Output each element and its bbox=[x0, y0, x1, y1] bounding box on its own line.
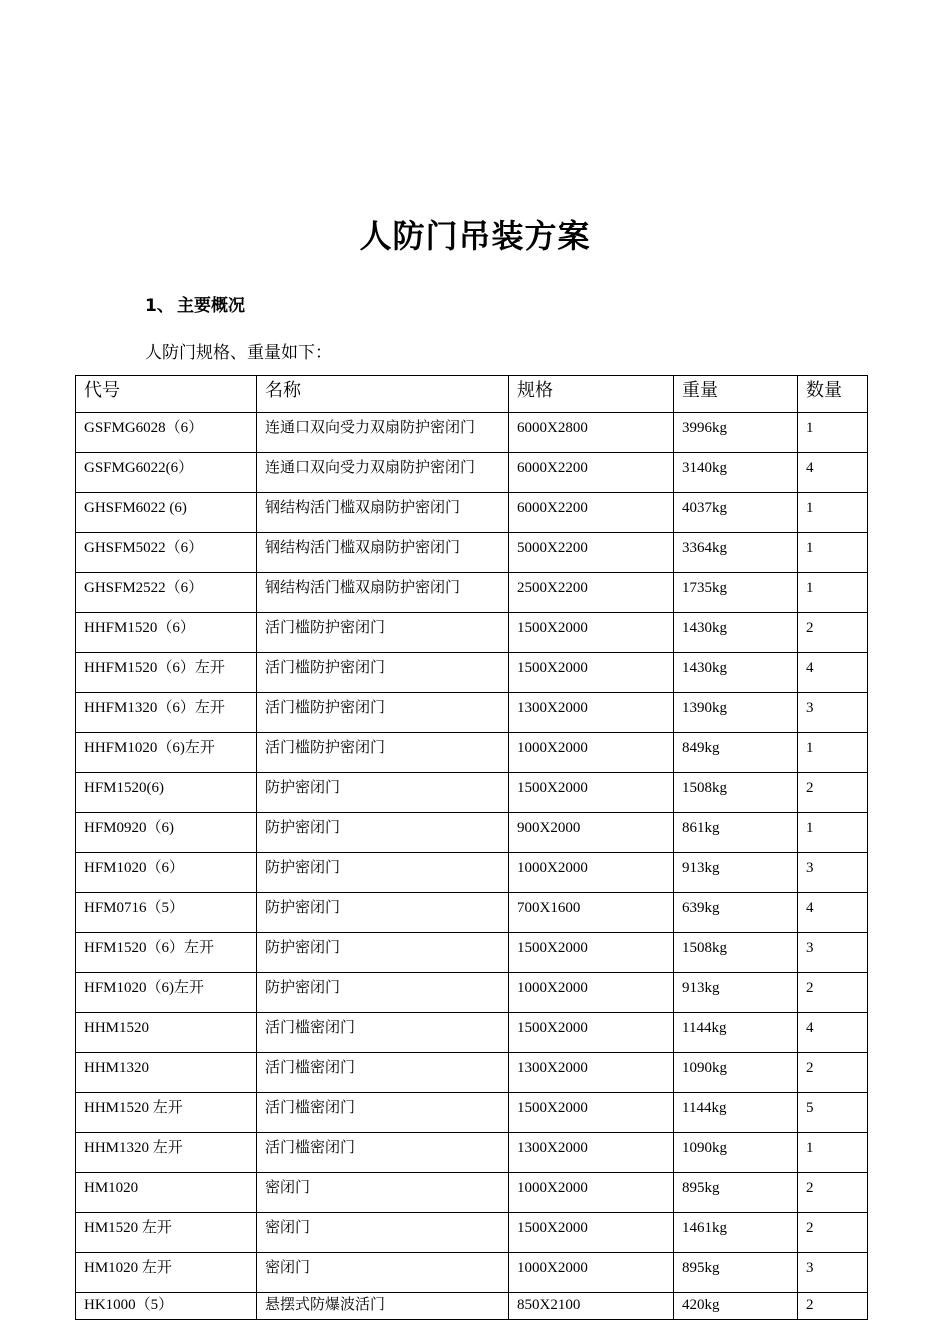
cell-name: 防护密闭门 bbox=[257, 973, 509, 1013]
cell-spec: 1500X2000 bbox=[509, 773, 674, 813]
cell-code: HM1020 bbox=[76, 1173, 257, 1213]
cell-spec: 2500X2200 bbox=[509, 573, 674, 613]
cell-weight: 895kg bbox=[674, 1253, 798, 1293]
cell-weight: 1508kg bbox=[674, 933, 798, 973]
cell-spec: 6000X2200 bbox=[509, 493, 674, 533]
cell-code: HHM1320 bbox=[76, 1053, 257, 1093]
cell-spec: 1500X2000 bbox=[509, 1013, 674, 1053]
cell-weight: 3364kg bbox=[674, 533, 798, 573]
cell-quantity: 1 bbox=[798, 733, 868, 773]
cell-code: HFM0716（5） bbox=[76, 893, 257, 933]
table-row bbox=[76, 493, 868, 533]
cell-name: 密闭门 bbox=[257, 1253, 509, 1293]
cell-weight: 1090kg bbox=[674, 1133, 798, 1173]
column-header-spec: 规格 bbox=[509, 376, 674, 413]
cell-quantity: 3 bbox=[798, 853, 868, 893]
table-row bbox=[76, 933, 868, 973]
door-spec-table bbox=[75, 375, 868, 1320]
cell-quantity: 4 bbox=[798, 453, 868, 493]
table-row bbox=[76, 1093, 868, 1133]
cell-name: 防护密闭门 bbox=[257, 773, 509, 813]
cell-code: HM1520 左开 bbox=[76, 1213, 257, 1253]
table-row bbox=[76, 413, 868, 453]
cell-name: 钢结构活门槛双扇防护密闭门 bbox=[257, 533, 509, 573]
table-row bbox=[76, 613, 868, 653]
cell-name: 密闭门 bbox=[257, 1173, 509, 1213]
cell-weight: 1430kg bbox=[674, 613, 798, 653]
cell-name: 活门槛密闭门 bbox=[257, 1053, 509, 1093]
cell-quantity: 1 bbox=[798, 493, 868, 533]
section-number: 1、 bbox=[145, 296, 174, 316]
table-row bbox=[76, 573, 868, 613]
cell-quantity: 1 bbox=[798, 573, 868, 613]
cell-spec: 1500X2000 bbox=[509, 933, 674, 973]
cell-name: 连通口双向受力双扇防护密闭门 bbox=[257, 453, 509, 493]
cell-name: 活门槛密闭门 bbox=[257, 1133, 509, 1173]
column-header-name: 名称 bbox=[257, 376, 509, 413]
cell-weight: 913kg bbox=[674, 853, 798, 893]
cell-weight: 1461kg bbox=[674, 1213, 798, 1253]
cell-quantity: 2 bbox=[798, 773, 868, 813]
cell-quantity: 1 bbox=[798, 533, 868, 573]
cell-name: 活门槛密闭门 bbox=[257, 1093, 509, 1133]
cell-quantity: 4 bbox=[798, 653, 868, 693]
cell-spec: 6000X2800 bbox=[509, 413, 674, 453]
cell-name: 悬摆式防爆波活门 bbox=[257, 1293, 509, 1320]
cell-spec: 900X2000 bbox=[509, 813, 674, 853]
cell-code: HFM1520(6) bbox=[76, 773, 257, 813]
table-row bbox=[76, 1173, 868, 1213]
cell-weight: 1735kg bbox=[674, 573, 798, 613]
cell-weight: 849kg bbox=[674, 733, 798, 773]
cell-weight: 420kg bbox=[674, 1293, 798, 1320]
cell-weight: 1508kg bbox=[674, 773, 798, 813]
table-body bbox=[76, 413, 868, 1320]
cell-code: HHM1520 bbox=[76, 1013, 257, 1053]
column-header-weight: 重量 bbox=[674, 376, 798, 413]
cell-code: GSFMG6028（6） bbox=[76, 413, 257, 453]
table-row bbox=[76, 1053, 868, 1093]
table-row bbox=[76, 813, 868, 853]
cell-code: HFM1020（6） bbox=[76, 853, 257, 893]
column-header-quantity: 数量 bbox=[798, 376, 868, 413]
table-row bbox=[76, 893, 868, 933]
cell-code: HFM1520（6）左开 bbox=[76, 933, 257, 973]
cell-quantity: 2 bbox=[798, 613, 868, 653]
cell-spec: 1500X2000 bbox=[509, 653, 674, 693]
cell-spec: 1300X2000 bbox=[509, 1133, 674, 1173]
table-row bbox=[76, 973, 868, 1013]
column-header-code: 代号 bbox=[76, 376, 257, 413]
cell-code: HHFM1320（6）左开 bbox=[76, 693, 257, 733]
cell-weight: 3140kg bbox=[674, 453, 798, 493]
cell-name: 钢结构活门槛双扇防护密闭门 bbox=[257, 493, 509, 533]
cell-spec: 700X1600 bbox=[509, 893, 674, 933]
cell-spec: 1300X2000 bbox=[509, 1053, 674, 1093]
cell-spec: 1000X2000 bbox=[509, 1253, 674, 1293]
cell-weight: 1090kg bbox=[674, 1053, 798, 1093]
cell-name: 防护密闭门 bbox=[257, 813, 509, 853]
table-row bbox=[76, 653, 868, 693]
cell-weight: 895kg bbox=[674, 1173, 798, 1213]
cell-spec: 1300X2000 bbox=[509, 693, 674, 733]
cell-code: HFM0920（6) bbox=[76, 813, 257, 853]
cell-spec: 5000X2200 bbox=[509, 533, 674, 573]
cell-quantity: 1 bbox=[798, 813, 868, 853]
cell-code: HHM1320 左开 bbox=[76, 1133, 257, 1173]
table-row bbox=[76, 1253, 868, 1293]
cell-spec: 1000X2000 bbox=[509, 733, 674, 773]
cell-code: HHFM1520（6）左开 bbox=[76, 653, 257, 693]
cell-code: GHSFM6022 (6) bbox=[76, 493, 257, 533]
cell-weight: 1144kg bbox=[674, 1093, 798, 1133]
table-row bbox=[76, 453, 868, 493]
cell-code: GHSFM2522（6） bbox=[76, 573, 257, 613]
cell-quantity: 2 bbox=[798, 1293, 868, 1320]
cell-code: GHSFM5022（6） bbox=[76, 533, 257, 573]
cell-code: GSFMG6022(6） bbox=[76, 453, 257, 493]
cell-spec: 850X2100 bbox=[509, 1293, 674, 1320]
cell-quantity: 2 bbox=[798, 1213, 868, 1253]
cell-name: 活门槛防护密闭门 bbox=[257, 613, 509, 653]
cell-name: 防护密闭门 bbox=[257, 893, 509, 933]
cell-weight: 913kg bbox=[674, 973, 798, 1013]
cell-weight: 861kg bbox=[674, 813, 798, 853]
cell-weight: 639kg bbox=[674, 893, 798, 933]
cell-quantity: 1 bbox=[798, 1133, 868, 1173]
cell-code: HHM1520 左开 bbox=[76, 1093, 257, 1133]
cell-spec: 1500X2000 bbox=[509, 1213, 674, 1253]
cell-name: 防护密闭门 bbox=[257, 933, 509, 973]
cell-spec: 1000X2000 bbox=[509, 1173, 674, 1213]
cell-code: HFM1020（6)左开 bbox=[76, 973, 257, 1013]
cell-quantity: 3 bbox=[798, 693, 868, 733]
cell-code: HHFM1020（6)左开 bbox=[76, 733, 257, 773]
table-row bbox=[76, 1213, 868, 1253]
cell-name: 防护密闭门 bbox=[257, 853, 509, 893]
cell-quantity: 2 bbox=[798, 1053, 868, 1093]
cell-name: 钢结构活门槛双扇防护密闭门 bbox=[257, 573, 509, 613]
cell-quantity: 2 bbox=[798, 1173, 868, 1213]
cell-quantity: 2 bbox=[798, 973, 868, 1013]
cell-name: 活门槛防护密闭门 bbox=[257, 693, 509, 733]
table-row bbox=[76, 733, 868, 773]
cell-weight: 1390kg bbox=[674, 693, 798, 733]
intro-paragraph: 人防门规格、重量如下： bbox=[145, 343, 332, 363]
cell-weight: 1144kg bbox=[674, 1013, 798, 1053]
cell-spec: 1500X2000 bbox=[509, 613, 674, 653]
table-row bbox=[76, 533, 868, 573]
cell-weight: 4037kg bbox=[674, 493, 798, 533]
document-title: 人防门吊装方案 bbox=[359, 217, 591, 255]
cell-quantity: 5 bbox=[798, 1093, 868, 1133]
cell-code: HK1000（5） bbox=[76, 1293, 257, 1320]
cell-spec: 1000X2000 bbox=[509, 973, 674, 1013]
cell-quantity: 3 bbox=[798, 933, 868, 973]
cell-quantity: 1 bbox=[798, 413, 868, 453]
cell-name: 活门槛密闭门 bbox=[257, 1013, 509, 1053]
cell-name: 活门槛防护密闭门 bbox=[257, 733, 509, 773]
table-row bbox=[76, 693, 868, 733]
table-row bbox=[76, 773, 868, 813]
cell-code: HM1020 左开 bbox=[76, 1253, 257, 1293]
cell-weight: 1430kg bbox=[674, 653, 798, 693]
cell-weight: 3996kg bbox=[674, 413, 798, 453]
table-row bbox=[76, 853, 868, 893]
cell-name: 连通口双向受力双扇防护密闭门 bbox=[257, 413, 509, 453]
cell-code: HHFM1520（6） bbox=[76, 613, 257, 653]
cell-spec: 1000X2000 bbox=[509, 853, 674, 893]
section-title: 主要概况 bbox=[177, 296, 245, 316]
cell-quantity: 4 bbox=[798, 1013, 868, 1053]
table-row bbox=[76, 1013, 868, 1053]
cell-name: 活门槛防护密闭门 bbox=[257, 653, 509, 693]
cell-quantity: 3 bbox=[798, 1253, 868, 1293]
table-row bbox=[76, 1293, 868, 1320]
section-heading bbox=[145, 294, 245, 318]
cell-spec: 6000X2200 bbox=[509, 453, 674, 493]
table-row bbox=[76, 1133, 868, 1173]
cell-spec: 1500X2000 bbox=[509, 1093, 674, 1133]
cell-quantity: 4 bbox=[798, 893, 868, 933]
table-header-row bbox=[76, 376, 868, 413]
cell-name: 密闭门 bbox=[257, 1213, 509, 1253]
